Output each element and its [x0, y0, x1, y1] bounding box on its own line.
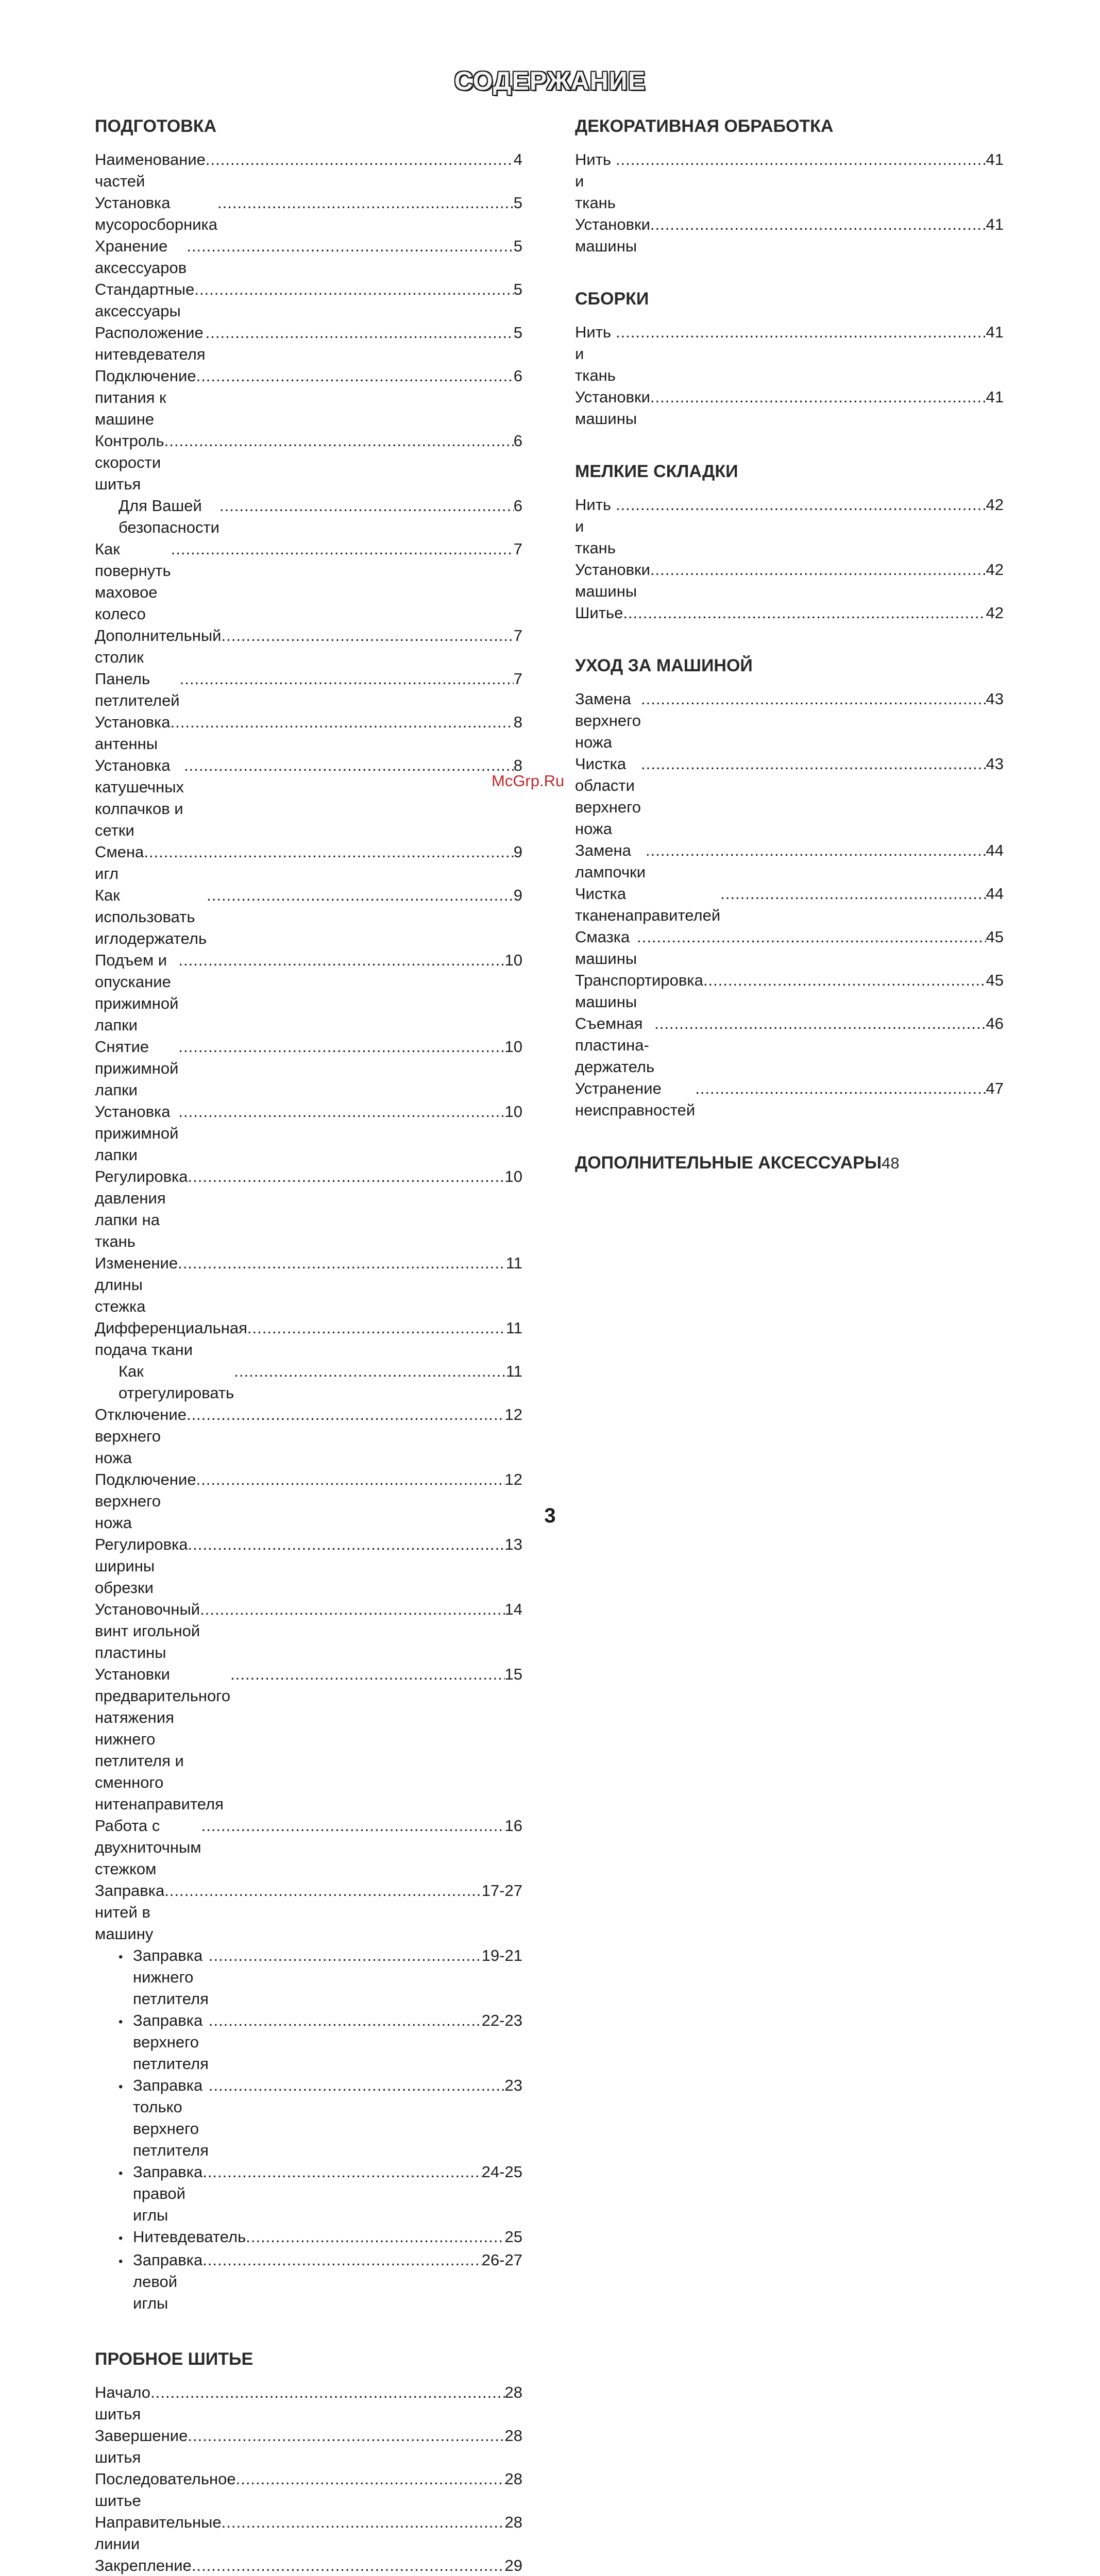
- toc-entry[interactable]: [95, 322, 522, 365]
- entry-label: Направительные линии: [95, 2513, 222, 2553]
- entry-label: Смена игл: [95, 843, 144, 883]
- entry-label: Отключение верхнего ножа: [95, 1405, 187, 1467]
- dot-leader: [246, 2226, 504, 2248]
- dot-leader: [623, 602, 986, 624]
- entry-label: Нить и ткань: [575, 496, 616, 557]
- toc-entry[interactable]: [95, 2512, 522, 2555]
- toc-entry[interactable]: [95, 2555, 522, 2576]
- dot-leader: [230, 1664, 504, 1685]
- dot-leader: [171, 538, 514, 560]
- toc-entry[interactable]: [575, 559, 1004, 602]
- toc-entry[interactable]: [575, 321, 1004, 386]
- entry-label: Замена верхнего ножа: [575, 690, 641, 751]
- dot-leader: [188, 2425, 504, 2447]
- dot-leader: [187, 1404, 505, 1426]
- entry-label: Чистка тканенаправителей: [575, 885, 721, 924]
- dot-leader: [187, 235, 514, 257]
- toc-section-maintenance: [575, 654, 1004, 1121]
- entry-page: 43: [986, 690, 1004, 708]
- entry-label: Заправка верхнего петлителя: [133, 2011, 209, 2073]
- entry-list: [575, 494, 1004, 624]
- dot-leader: [616, 321, 986, 343]
- dot-leader: [196, 365, 514, 387]
- entry-page: 10: [504, 1103, 522, 1121]
- entry-label: Регулировка давления лапки на ткань: [95, 1167, 188, 1250]
- entry-page: 28: [504, 2513, 522, 2531]
- entry-label: Дифференциальная подача ткани: [95, 1319, 247, 1359]
- dot-leader: [192, 2555, 505, 2576]
- dot-leader: [180, 668, 514, 690]
- toc-bullet-entry[interactable]: [95, 2075, 522, 2161]
- entry-label: Панель петлителей: [95, 670, 180, 709]
- toc-entry[interactable]: [575, 1078, 1004, 1121]
- toc-entry[interactable]: [95, 1166, 522, 1252]
- entry-page: 12: [504, 1405, 522, 1423]
- dot-leader: [209, 2010, 482, 2031]
- bullet-icon: •: [119, 2080, 123, 2094]
- dot-leader: [178, 1101, 504, 1123]
- entry-page: 45: [986, 928, 1004, 946]
- entry-label: Для Вашей безопасности: [119, 497, 219, 536]
- entry-label: Чистка области верхнего ножа: [575, 755, 641, 838]
- entry-page: 47: [986, 1079, 1004, 1097]
- dot-leader: [207, 885, 514, 906]
- entry-page: 43: [986, 755, 1004, 773]
- dot-leader: [144, 841, 513, 863]
- toc-entry[interactable]: [95, 538, 522, 625]
- toc-bullet-entry[interactable]: [95, 2010, 522, 2075]
- entry-label: Как повернуть маховое колесо: [95, 540, 171, 623]
- entry-label: Заправка нитей в машину: [95, 1882, 165, 1943]
- entry-page: 10: [504, 1038, 522, 1056]
- toc-entry[interactable]: [95, 755, 522, 841]
- entry-label: Работа с двухниточным стежком: [95, 1817, 201, 1878]
- toc-subentry[interactable]: [95, 1361, 522, 1404]
- dot-leader: [222, 2512, 505, 2533]
- entry-page: 42: [986, 561, 1004, 579]
- entry-label: Нить и ткань: [575, 150, 616, 212]
- toc-entry[interactable]: [95, 430, 522, 495]
- bullet-icon: •: [119, 2015, 123, 2029]
- entry-page: 5: [513, 237, 522, 255]
- entry-page: 28: [504, 2427, 522, 2445]
- entry-label: Смазка машины: [575, 928, 637, 968]
- toc-bullet-entry[interactable]: [95, 2161, 522, 2226]
- dot-leader: [703, 970, 986, 991]
- entry-page: 11: [505, 1254, 522, 1272]
- dot-leader: [150, 2382, 505, 2403]
- entry-page: 10: [504, 951, 522, 969]
- entry-page: 11: [505, 1362, 522, 1380]
- entry-label: Установки машины: [575, 215, 650, 255]
- bullet-icon: •: [119, 2166, 123, 2180]
- page-number: 3: [544, 1504, 556, 1527]
- toc-entry[interactable]: [95, 1036, 522, 1101]
- toc-section-test-sewing: [95, 2347, 522, 2576]
- entry-list: [95, 2382, 522, 2576]
- toc-entry[interactable]: [95, 1815, 522, 1880]
- toc-entry[interactable]: [95, 885, 522, 950]
- entry-page: 5: [513, 324, 522, 342]
- entry-list: [575, 688, 1004, 1121]
- entry-label: Установка прижимной лапки: [95, 1103, 179, 1164]
- toc-entry[interactable]: [575, 149, 1004, 214]
- toc-entry[interactable]: [95, 365, 522, 430]
- section-heading: ПРОБНОЕ ШИТЬЕ: [95, 2349, 253, 2369]
- section-heading: СБОРКИ: [575, 289, 649, 309]
- entry-page: 9: [513, 843, 522, 861]
- dot-leader: [654, 1013, 986, 1035]
- dot-leader: [641, 688, 986, 710]
- dot-leader: [209, 2075, 505, 2096]
- dot-leader: [196, 1469, 505, 1490]
- entry-page: 11: [505, 1319, 522, 1337]
- toc-entry[interactable]: [575, 602, 1004, 624]
- toc-entry[interactable]: [95, 2425, 522, 2468]
- entry-label: Дополнительный столик: [95, 626, 222, 666]
- entry-page: 14: [504, 1600, 522, 1618]
- dot-leader: [236, 2468, 505, 2490]
- entry-page: 42: [986, 604, 1004, 622]
- toc-entry[interactable]: [95, 1252, 522, 1317]
- dot-leader: [194, 279, 513, 300]
- entry-page: 44: [986, 841, 1004, 859]
- dot-leader: [200, 1599, 504, 1620]
- dot-leader: [206, 149, 514, 171]
- entry-label: Установка антенны: [95, 713, 171, 753]
- toc-entry[interactable]: [95, 235, 522, 279]
- toc-entry[interactable]: [575, 494, 1004, 559]
- toc-entry[interactable]: [95, 950, 522, 1036]
- entry-page: 41: [986, 215, 1004, 233]
- entry-page: 7: [513, 540, 522, 558]
- entry-page: 24-25: [481, 2163, 522, 2181]
- entry-page: 5: [513, 280, 522, 298]
- toc-section-decorative: [575, 114, 1004, 257]
- entry-label: Подключение верхнего ножа: [95, 1470, 196, 1532]
- entry-label: Закрепление: [95, 2556, 192, 2574]
- toc-section-pintucks: [575, 460, 1004, 624]
- entry-label: Установка катушечных колпачков и сетки: [95, 756, 184, 839]
- toc-entry[interactable]: [95, 711, 522, 755]
- toc-entry[interactable]: [95, 1599, 522, 1664]
- entry-page: 6: [513, 497, 522, 515]
- entry-page: 28: [504, 2470, 522, 2488]
- toc-entry[interactable]: [95, 1404, 522, 1469]
- entry-page: 7: [513, 626, 522, 645]
- dot-leader: [188, 1534, 505, 1555]
- entry-list: [95, 149, 522, 2314]
- bullet-icon: •: [119, 1950, 123, 1964]
- entry-page: 8: [513, 713, 522, 731]
- dot-leader: [164, 1880, 482, 1902]
- entry-label: Заправка правой иглы: [133, 2163, 203, 2224]
- entry-label: Нитевдеватель: [133, 2228, 246, 2246]
- entry-page: 17-27: [481, 1882, 522, 1900]
- toc-entry[interactable]: [575, 688, 1004, 753]
- dot-leader: [695, 1078, 986, 1099]
- toc-section-extra-accessories[interactable]: [575, 1151, 1004, 1175]
- entry-page: 9: [513, 886, 522, 904]
- entry-page: 23: [504, 2076, 522, 2094]
- toc-entry[interactable]: [95, 192, 522, 235]
- entry-page: 22-23: [481, 2011, 522, 2029]
- entry-page: 13: [504, 1535, 522, 1553]
- entry-page: 28: [504, 2383, 522, 2401]
- toc-entry[interactable]: [575, 753, 1004, 840]
- entry-list: [575, 149, 1004, 257]
- entry-label: Транспортировка машины: [575, 971, 703, 1011]
- toc-left-column: [95, 114, 522, 2576]
- dot-leader: [202, 2249, 482, 2271]
- entry-page: 7: [513, 670, 522, 688]
- entry-page: 41: [986, 388, 1004, 406]
- entry-page: 6: [513, 432, 522, 450]
- dot-leader: [650, 559, 986, 581]
- entry-label: Снятие прижимной лапки: [95, 1038, 179, 1099]
- entry-page: 16: [504, 1817, 522, 1835]
- entry-label: Контроль скорости шитья: [95, 432, 164, 493]
- entry-page: 25: [504, 2228, 522, 2246]
- entry-page: 29: [504, 2556, 522, 2574]
- bullet-icon: •: [119, 2255, 123, 2268]
- dot-leader: [247, 1317, 506, 1339]
- entry-label: Установочный винт игольной пластины: [95, 1600, 200, 1662]
- toc-entry[interactable]: [95, 279, 522, 322]
- toc-entry[interactable]: [95, 1534, 522, 1599]
- toc-bullet-entry[interactable]: [95, 2249, 522, 2314]
- toc-entry[interactable]: [575, 883, 1004, 926]
- dot-leader: [616, 149, 986, 171]
- entry-page: 41: [986, 150, 1004, 168]
- toc-entry[interactable]: [95, 1880, 522, 1945]
- dot-leader: [171, 711, 514, 733]
- dot-leader: [616, 494, 986, 516]
- dot-leader: [234, 1361, 506, 1382]
- toc-entry[interactable]: [575, 214, 1004, 257]
- toc-entry[interactable]: [95, 1101, 522, 1166]
- entry-label: Устранение неисправностей: [575, 1079, 696, 1119]
- entry-page: 6: [513, 367, 522, 385]
- section-heading: ДЕКОРАТИВНАЯ ОБРАБОТКА: [575, 116, 834, 136]
- entry-page: 8: [513, 756, 522, 774]
- toc-bullet-entry[interactable]: [95, 1945, 522, 2010]
- dot-leader: [201, 1815, 505, 1837]
- dot-leader: [646, 840, 986, 861]
- entry-label: Последовательное шитье: [95, 2470, 236, 2510]
- entry-label: Заправка левой иглы: [133, 2251, 203, 2312]
- entry-label: Установка мусоросборника: [95, 194, 218, 233]
- toc-entry[interactable]: [575, 840, 1004, 883]
- entry-label: Замена лампочки: [575, 841, 646, 881]
- entry-page: 4: [513, 150, 522, 168]
- toc-subentry[interactable]: [95, 495, 522, 538]
- entry-label: Установки машины: [575, 561, 650, 600]
- dot-leader: [164, 430, 514, 452]
- section-heading: МЕЛКИЕ СКЛАДКИ: [575, 462, 738, 481]
- entry-label: Регулировка ширины обрезки: [95, 1535, 188, 1597]
- entry-label: Завершение шитья: [95, 2427, 188, 2466]
- section-heading: УХОД ЗА МАШИНОЙ: [575, 656, 753, 675]
- dot-leader: [209, 1945, 482, 1967]
- entry-label: Как использовать иглодержатель: [95, 886, 207, 947]
- entry-label: Подъем и опускание прижимной лапки: [95, 951, 179, 1034]
- toc-entry[interactable]: [575, 926, 1004, 970]
- entry-page: 44: [986, 885, 1004, 903]
- entry-label: Наименование частей: [95, 150, 206, 190]
- dot-leader: [720, 883, 986, 905]
- entry-page: 46: [986, 1014, 1004, 1032]
- dot-leader: [178, 950, 504, 971]
- entry-list: [575, 321, 1004, 430]
- entry-label: Установки предварительного натяжения нижнего петлителя и сменного нитенаправителя: [95, 1665, 231, 1813]
- entry-label: Изменение длины стежка: [95, 1254, 178, 1315]
- dot-leader: [206, 322, 514, 344]
- dot-leader: [178, 1252, 506, 1274]
- dot-leader: [217, 192, 514, 214]
- entry-label: Расположение нитевдевателя: [95, 324, 206, 363]
- entry-page: 12: [504, 1470, 522, 1488]
- toc-entry[interactable]: [95, 2468, 522, 2512]
- toc-entry[interactable]: [95, 841, 522, 885]
- toc-entry[interactable]: [95, 668, 522, 711]
- entry-page: 19-21: [481, 1946, 522, 1964]
- toc-entry[interactable]: [575, 386, 1004, 430]
- section-heading: ДОПОЛНИТЕЛЬНЫЕ АКСЕССУАРЫ: [575, 1153, 882, 1173]
- dot-leader: [221, 625, 513, 647]
- dot-leader: [184, 755, 514, 776]
- bullet-icon: •: [119, 2231, 123, 2245]
- entry-page: 45: [986, 971, 1004, 989]
- entry-page: 15: [504, 1665, 522, 1683]
- toc-entry[interactable]: [95, 1664, 522, 1815]
- page-title: СОДЕРЖАНИЕ: [454, 66, 646, 95]
- entry-label: Шитье: [575, 604, 623, 622]
- dot-leader: [641, 753, 986, 775]
- toc-bullet-entry[interactable]: [95, 2226, 522, 2249]
- toc-entry[interactable]: [95, 625, 522, 668]
- toc-entry[interactable]: [95, 1317, 522, 1361]
- toc-entry[interactable]: [95, 2382, 522, 2425]
- entry-label: Как отрегулировать: [119, 1362, 234, 1402]
- toc-entry[interactable]: [575, 1013, 1004, 1078]
- toc-entry[interactable]: [95, 149, 522, 192]
- entry-label: Установки машины: [575, 388, 650, 428]
- dot-leader: [219, 495, 514, 517]
- entry-label: Стандартные аксессуары: [95, 280, 195, 320]
- entry-page: 41: [986, 323, 1004, 341]
- dot-leader: [650, 214, 986, 235]
- toc-section-gathers: [575, 287, 1004, 430]
- entry-label: Нить и ткань: [575, 323, 616, 384]
- watermark-text: McGrp.Ru: [492, 772, 565, 790]
- section-heading: ПОДГОТОВКА: [95, 116, 217, 136]
- entry-label: Съемная пластина-держатель: [575, 1014, 655, 1076]
- entry-label: Подключение питания к машине: [95, 367, 196, 428]
- dot-leader: [637, 926, 986, 948]
- dot-leader: [178, 1036, 504, 1058]
- entry-page: 48: [882, 1154, 900, 1172]
- entry-label: Начало шитья: [95, 2383, 151, 2423]
- toc-entry[interactable]: [575, 970, 1004, 1013]
- entry-page: 5: [513, 194, 522, 212]
- entry-page: 42: [986, 496, 1004, 514]
- dot-leader: [650, 386, 986, 408]
- entry-page: 26-27: [481, 2251, 522, 2269]
- entry-label: Заправка только верхнего петлителя: [133, 2076, 209, 2159]
- entry-label: Заправка нижнего петлителя: [133, 1946, 209, 2008]
- toc-right-column: [575, 114, 1004, 1185]
- dot-leader: [188, 1166, 505, 1188]
- dot-leader: [202, 2161, 482, 2183]
- entry-label: Хранение аксессуаров: [95, 237, 187, 277]
- entry-page: 10: [504, 1167, 522, 1185]
- toc-section-preparation: [95, 114, 522, 2314]
